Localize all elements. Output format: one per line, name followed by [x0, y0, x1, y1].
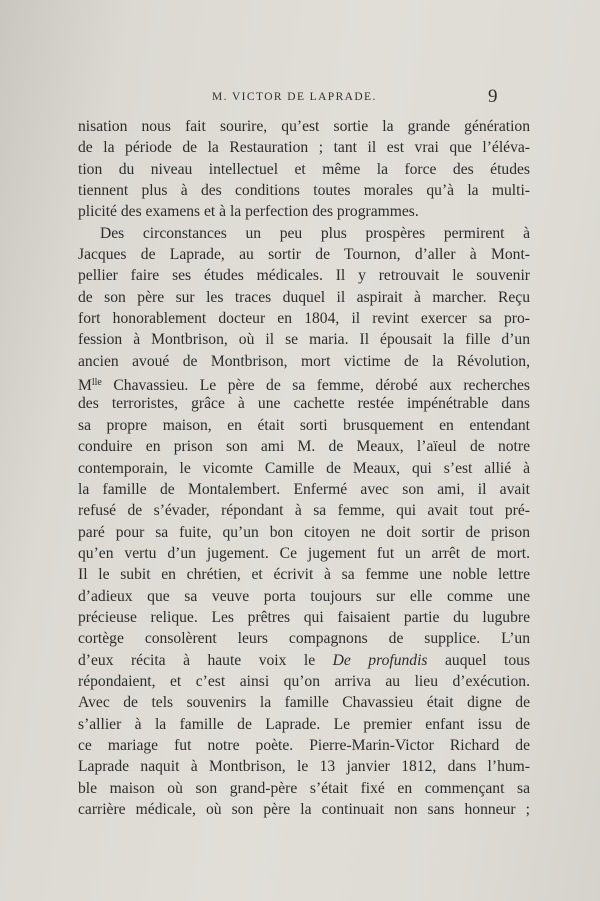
- text-line: s’allier à la famille de Laprade. Le premier enfant issu de: [78, 715, 530, 733]
- text-line: fession à Montbrison, où il se maria. Il épousait la fille d’un: [78, 331, 530, 349]
- text-fragment: auquel tous: [427, 651, 531, 669]
- running-head: M. VICTOR DE LAPRADE.: [212, 91, 377, 103]
- body-text: [78, 116, 530, 820]
- text-line: Jacques de Laprade, au sortir de Tournon, d’aller à Mont-: [78, 246, 530, 264]
- text-line: [78, 650, 530, 671]
- text-line: fort honorablement docteur en 1804, il revint exercer sa pro-: [78, 310, 530, 328]
- superscript: lle: [91, 377, 102, 389]
- text-line: cortège consolèrent leurs compagnons de supplice. L’un: [78, 630, 530, 648]
- page-number: 9: [488, 86, 498, 107]
- text-line: des terroristes, grâce à une cachette restée impénétrable dans: [78, 395, 530, 413]
- text-fragment: Chavassieu. Le père de sa femme, dérobé aux recherches: [101, 377, 530, 395]
- italic-title: De profundis: [332, 651, 428, 669]
- text-line: sa propre maison, en était sorti brusquement en entendant: [78, 416, 530, 434]
- text-line: tion du niveau intellectuel et même la force des études: [78, 160, 530, 178]
- text-line: Il le subit en chrétien, et écrivit à sa femme une noble lettre: [78, 566, 530, 584]
- text-line: conduire en prison son ami M. de Meaux, l’aïeul de notre: [78, 438, 530, 456]
- text-fragment: M: [78, 377, 92, 395]
- text-line: tiennent plus à des conditions toutes morales qu’à la multi-: [78, 182, 530, 200]
- text-line: ble maison où son grand-père s’était fixé en commençant sa: [78, 779, 530, 797]
- text-line: de la période de la Restauration ; tant il est vrai que l’éléva-: [78, 139, 530, 157]
- text-line: ce mariage fut notre poète. Pierre-Marin-Victor Richard de: [78, 736, 530, 754]
- text-line: la famille de Montalembert. Enfermé avec son ami, il avait: [78, 480, 530, 498]
- text-line: d’adieux que sa veuve porta toujours sur elle comme une: [78, 587, 530, 605]
- text-line: précieuse relique. Les prêtres qui faisaient partie du lugubre: [78, 608, 530, 626]
- text-line: de son père sur les traces duquel il aspirait à marcher. Reçu: [78, 288, 530, 306]
- text-line: refusé de s’évader, répondant à sa femme, qui avait tout pré-: [78, 502, 530, 520]
- page-header: [0, 88, 600, 112]
- text-fragment: d’eux récita à haute voix le: [78, 651, 333, 669]
- text-line: contemporain, le vicomte Camille de Meaux, qui s’est allié à: [78, 459, 530, 477]
- text-line: plicité des examens et à la perfection des programmes.: [78, 203, 419, 221]
- text-line: Avec de tels souvenirs la famille Chavassieu était digne de: [78, 694, 530, 712]
- text-line: qu’en vertu d’un jugement. Ce jugement fut un arrêt de mort.: [78, 544, 530, 562]
- text-line: Des circonstances un peu plus prospères permirent à: [100, 224, 530, 242]
- text-line: Laprade naquit à Montbrison, le 13 janvier 1812, dans l’hum-: [78, 758, 530, 776]
- text-line: [78, 372, 530, 393]
- text-line: ancien avoué de Montbrison, mort victime de la Révolution,: [78, 352, 530, 370]
- text-line: carrière médicale, où son père la continuait non sans honneur ;: [78, 801, 530, 818]
- text-line: paré pour sa fuite, qu’un bon citoyen ne doit sortir de prison: [78, 523, 530, 541]
- text-line: nisation nous fait sourire, qu’est sortie la grande génération: [78, 118, 530, 135]
- text-line: pellier faire ses études médicales. Il y retrouvait le souvenir: [78, 267, 530, 285]
- text-line: répondaient, et c’est ainsi qu’on arriva au lieu d’exécution.: [78, 672, 530, 690]
